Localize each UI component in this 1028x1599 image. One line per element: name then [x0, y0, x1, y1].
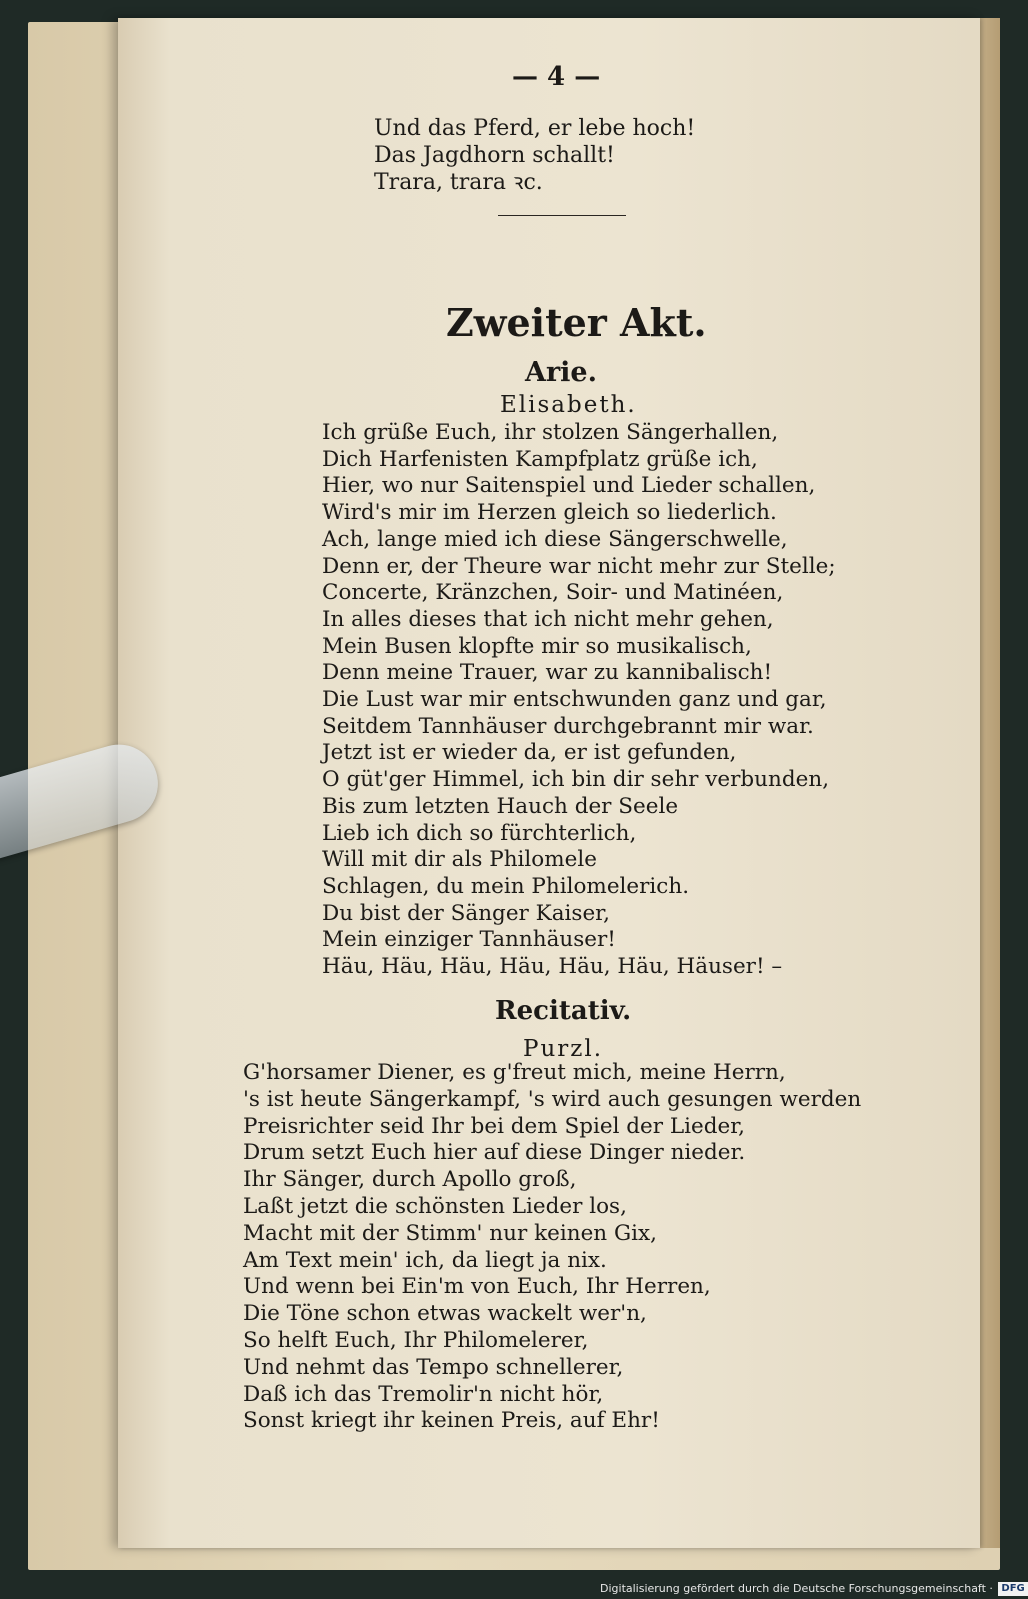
footer-text: Digitalisierung gefördert durch die Deutsche Forschungsgemeinschaft ·	[600, 1582, 993, 1595]
verse-line: Das Jagdhorn schallt!	[374, 142, 615, 168]
aria-line: Du bist der Sänger Kaiser,	[322, 900, 610, 926]
aria-line: Mein einziger Tannhäuser!	[322, 927, 616, 953]
aria-line: Concerte, Kränzchen, Soir- und Matinéen,	[322, 580, 784, 606]
top-verse	[374, 116, 695, 196]
aria-line: Die Lust war mir entschwunden ganz und gar,	[322, 687, 827, 713]
recitativ-line: G'horsamer Diener, es g'freut mich, meine Herrn,	[243, 1060, 786, 1085]
recitativ-line: Laßt jetzt die schönsten Lieder los,	[243, 1193, 627, 1219]
aria-line: Seitdem Tannhäuser durchgebrannt mir war.	[322, 713, 814, 739]
aria-line: Lieb ich dich so fürchterlich,	[322, 820, 637, 846]
recitativ-line: Und nehmt das Tempo schnellerer,	[243, 1354, 624, 1380]
aria-line: Schlagen, du mein Philomelerich.	[322, 873, 690, 899]
aria-line: Wird's mir im Herzen gleich so liederlich.	[322, 500, 777, 526]
dfg-logo: DFG	[998, 1582, 1027, 1596]
aria-line: O güt'ger Himmel, ich bin dir sehr verbunden,	[322, 767, 830, 793]
recitativ-line: Daß ich das Tremolir'n nicht hör,	[243, 1381, 604, 1407]
recitativ-title: Recitativ.	[495, 996, 632, 1026]
recitativ-line: Sonst kriegt ihr keinen Preis, auf Ehr!	[243, 1408, 660, 1434]
aria-line: Denn meine Trauer, war zu kannibalisch!	[322, 660, 773, 686]
recitativ-line: Am Text mein' ich, da liegt ja nix.	[243, 1247, 607, 1273]
recitativ-line: 's ist heute Sängerkampf, 's wird auch gesungen werden	[243, 1086, 862, 1112]
aria-line: Hier, wo nur Saitenspiel und Lieder schallen,	[322, 473, 816, 499]
recitativ-line: Preisrichter seid Ihr bei dem Spiel der Lieder,	[243, 1113, 745, 1139]
recitativ-line: Und wenn bei Ein'm von Euch, Ihr Herren,	[243, 1274, 711, 1300]
aria-line: Mein Busen klopfte mir so musikalisch,	[322, 633, 752, 659]
footer-credit	[600, 1578, 1025, 1599]
divider-rule	[498, 215, 626, 216]
verse-line: Und das Pferd, er lebe hoch!	[374, 116, 696, 141]
aria-line: In alles dieses that ich nicht mehr gehen,	[322, 606, 774, 632]
aria-line: Jetzt ist er wieder da, er ist gefunden,	[322, 740, 737, 766]
aria-line: Bis zum letzten Hauch der Seele	[322, 793, 679, 819]
recitativ-line: Macht mit der Stimm' nur keinen Gix,	[243, 1220, 657, 1246]
aria-line: Dich Harfenisten Kampfplatz grüße ich,	[322, 446, 758, 472]
verse-line: Trara, trara ꝛc.	[374, 169, 543, 195]
act-title: Zweiter Akt.	[446, 300, 707, 345]
aria-speaker: Elisabeth.	[500, 392, 637, 418]
recitativ-speaker: Purzl.	[523, 1036, 604, 1062]
recitativ-line: Die Töne schon etwas wackelt wer'n,	[243, 1301, 647, 1327]
aria-line: Ich grüße Euch, ihr stolzen Sängerhallen,	[322, 420, 779, 445]
aria-line: Denn er, der Theure war nicht mehr zur Stelle;	[322, 553, 836, 579]
recitativ-line: Ihr Sänger, durch Apollo groß,	[243, 1167, 577, 1193]
aria-line: Häu, Häu, Häu, Häu, Häu, Häu, Häuser! –	[322, 954, 783, 980]
aria-text	[322, 420, 836, 981]
page-number: — 4 —	[512, 62, 601, 92]
aria-title: Arie.	[525, 357, 598, 388]
aria-line: Ach, lange mied ich diese Sängerschwelle,	[322, 526, 788, 552]
aria-line: Will mit dir als Philomele	[322, 847, 597, 873]
recitativ-line: So helft Euch, Ihr Philomelerer,	[243, 1327, 589, 1353]
recitativ-text	[243, 1060, 861, 1435]
recitativ-line: Drum setzt Euch hier auf diese Dinger nieder.	[243, 1140, 746, 1166]
